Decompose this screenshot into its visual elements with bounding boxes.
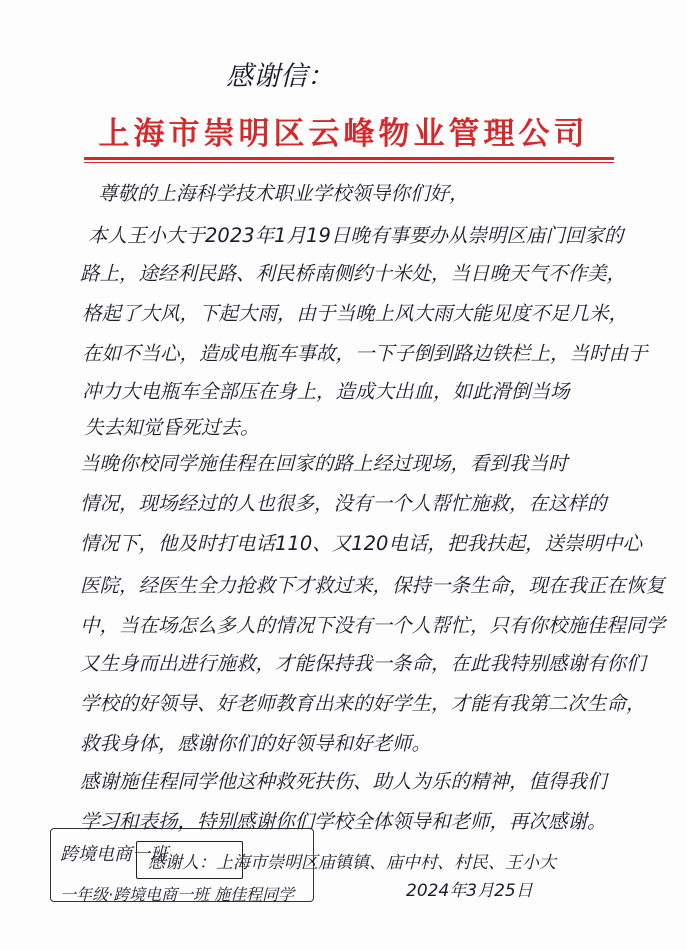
body-line: 又生身而出进行施救，才能保持我一条命，在此我特别感谢有你们	[80, 652, 646, 675]
body-line: 医院，经医生全力抢救下才救过来，保持一条生命，现在我正在恢复	[80, 574, 666, 597]
body-line: 学校的好领导、好老师教育出来的好学生，才能有我第二次生命，	[80, 692, 646, 715]
body-line: 本人王小大于2023年1月19日晚有事要办从崇明区庙门回家的	[88, 224, 624, 247]
letterhead-rule-thick	[84, 157, 614, 160]
letterhead-rule-thin	[84, 162, 614, 163]
class-note: 一年级·跨境电商一班 施佳程同学	[60, 885, 295, 904]
body-line: 格起了大风，下起大雨，由于当晚上风大雨大能见度不足几米，	[82, 302, 629, 325]
body-line: 冲力大电瓶车全部压在身上，造成大出血，如此滑倒当场	[82, 380, 570, 403]
body-line: 感谢施佳程同学他这种救死扶伤、助人为乐的精神，值得我们	[80, 770, 607, 793]
letter-date: 2024年3月25日	[406, 881, 533, 901]
body-line: 救我身体，感谢你们的好领导和好老师。	[80, 732, 432, 755]
signature-line: 感谢人：上海市崇明区庙镇镇、庙中村、村民、王小大	[148, 853, 556, 873]
side-note-class: 跨境电商一班	[60, 844, 168, 865]
body-line: 学习和表扬，特别感谢你们学校全体领导和老师，再次感谢。	[80, 810, 607, 833]
body-line: 失去知觉昏死过去。	[84, 416, 260, 439]
body-line: 情况下，他及时打电话110、又120电话，把我扶起，送崇明中心	[80, 532, 642, 555]
body-line: 中，当在场怎么多人的情况下没有一个人帮忙，只有你校施佳程同学	[80, 614, 666, 637]
letter-title-note: 感谢信：	[226, 61, 334, 92]
body-line: 在如不当心，造成电瓶车事故，一下子倒到路边铁栏上，当时由于	[82, 342, 648, 365]
company-letterhead: 上海市崇明区云峰物业管理公司	[98, 116, 589, 152]
body-line: 情况，现场经过的人也很多，没有一个人帮忙施救，在这样的	[80, 492, 607, 515]
letter-greeting: 尊敬的上海科学技术职业学校领导你们好，	[98, 182, 469, 205]
body-line: 当晚你校同学施佳程在回家的路上经过现场，看到我当时	[80, 452, 568, 475]
body-line: 路上，途经利民路、利民桥南侧约十米处，当日晚天气不作美，	[80, 262, 627, 285]
